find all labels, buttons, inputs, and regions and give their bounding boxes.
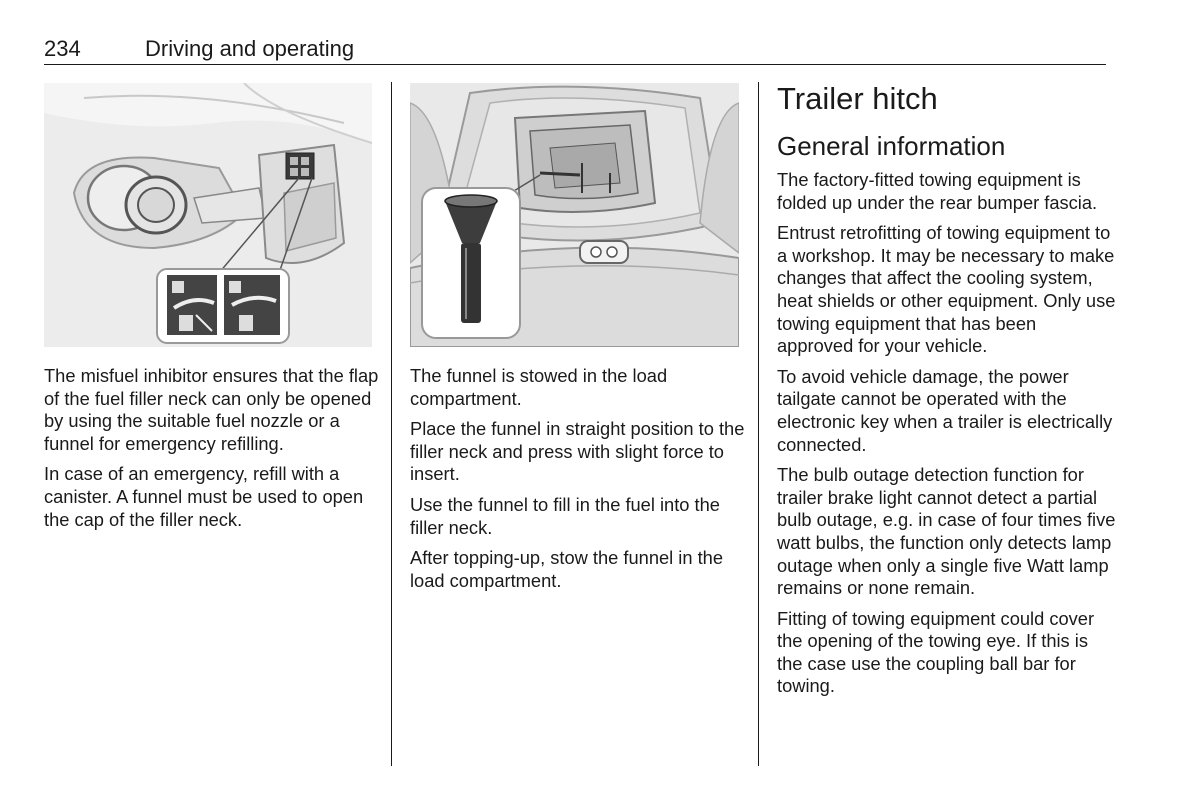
- column-divider: [758, 82, 759, 766]
- paragraph: The bulb outage detection function for trailer brake light cannot detect a partial bulb outage, e.g. in case of four times five watt bulbs, the function only detects lamp outage when only a single five Watt lamp remains or none remain.: [777, 464, 1116, 599]
- paragraph: Fitting of towing equipment could cover the opening of the towing eye. If this is the case use the coupling ball bar for towing.: [777, 607, 1095, 697]
- column-2-text: [410, 365, 750, 600]
- paragraph: Place the funnel in straight position to the filler neck and press with slight force to insert.: [410, 418, 745, 485]
- page-number: 234: [44, 36, 81, 61]
- funnel-stowage-figure: [410, 83, 739, 347]
- load-compartment-illustration: [410, 83, 739, 347]
- paragraph: The factory-fitted towing equipment is folded up under the rear bumper fascia.: [777, 169, 1098, 213]
- page-header: [44, 34, 1106, 65]
- column-3-text: [777, 169, 1117, 706]
- paragraph: To avoid vehicle damage, the power tailgate cannot be operated with the electronic key when a trailer is electrically connected.: [777, 365, 1113, 455]
- fuel-filler-illustration: [44, 83, 372, 347]
- column-1-text: [44, 365, 384, 539]
- chapter-title: Trailer hitch: [777, 81, 938, 116]
- section-heading: General information: [777, 131, 1006, 161]
- paragraph: The funnel is stowed in the load compartment.: [410, 365, 668, 409]
- section-title: Driving and operating: [145, 36, 355, 61]
- fuel-filler-figure: [44, 83, 372, 347]
- column-divider: [391, 82, 392, 766]
- paragraph: In case of an emergency, refill with a canister. A funnel must be used to open the cap of the filler neck.: [44, 463, 364, 530]
- paragraph: Use the funnel to fill in the fuel into the filler neck.: [410, 493, 720, 538]
- paragraph: After topping-up, stow the funnel in the load compartment.: [410, 547, 724, 591]
- paragraph: The misfuel inhibitor ensures that the flap of the fuel filler neck can only be opened by using the suitable fuel nozzle or a funnel for emergency refilling.: [44, 365, 379, 454]
- paragraph: Entrust retrofitting of towing equipment to a workshop. It may be necessary to make changes that affect the cooling system, heat shields or other equipment. Only use towing equipment that has been approved for your vehicle.: [777, 222, 1116, 357]
